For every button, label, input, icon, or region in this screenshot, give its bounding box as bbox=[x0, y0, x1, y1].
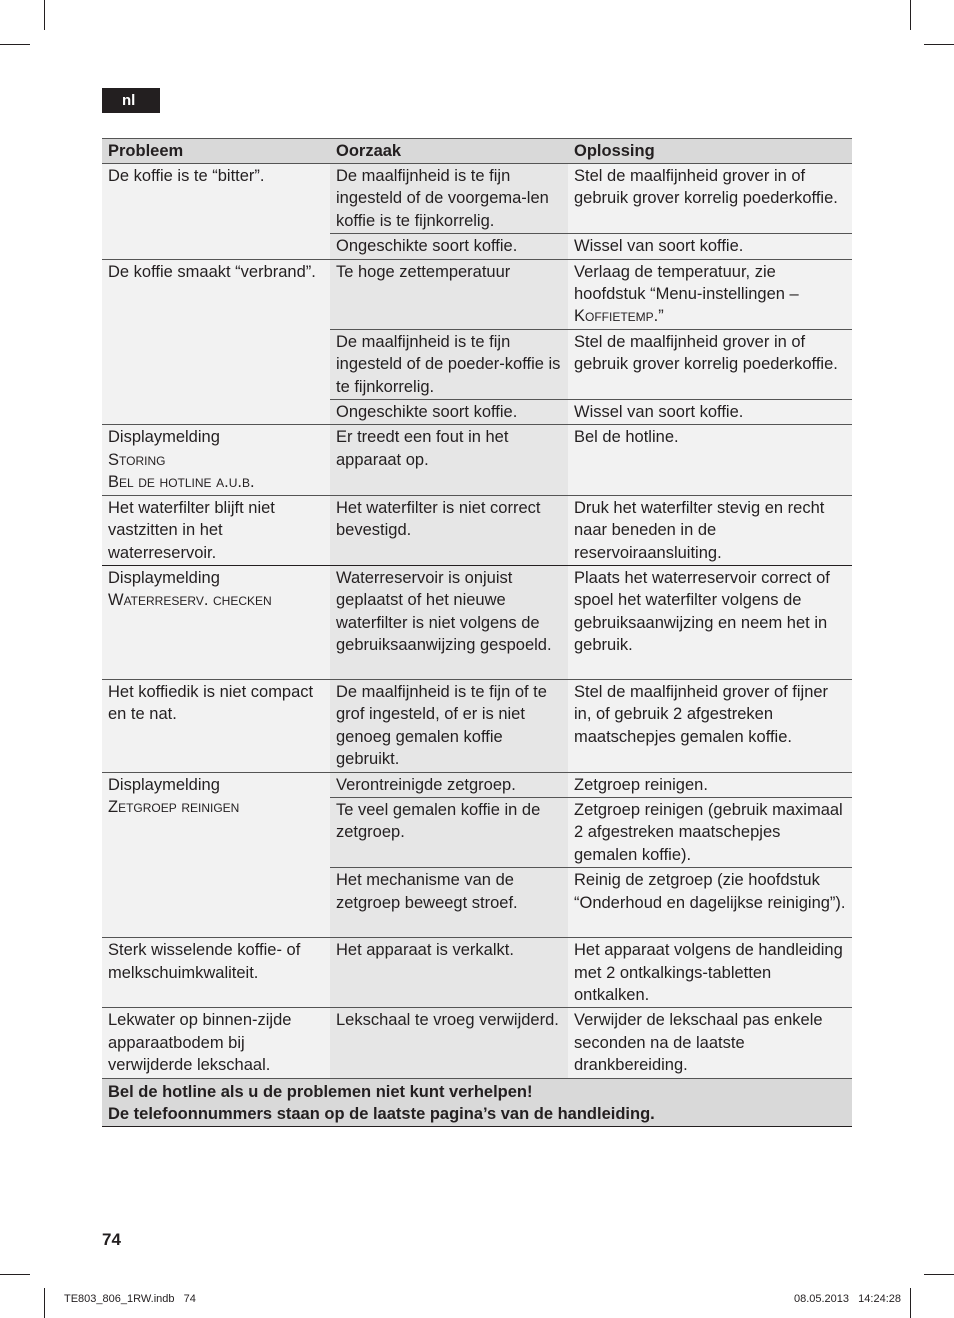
problem-cell bbox=[102, 772, 330, 938]
table-row bbox=[102, 772, 852, 797]
crop-mark bbox=[44, 1288, 45, 1318]
cause-cell: De maalfijnheid is te fijn of te grof ingesteld, of er is niet genoeg gemalen koffie gebruikt. bbox=[330, 679, 568, 772]
cause-cell: Te veel gemalen koffie in de zetgroep. bbox=[330, 797, 568, 867]
crop-mark bbox=[924, 1274, 954, 1275]
solution-cell: Stel de maalfijnheid grover in of gebruik grover korrelig poederkoffie. bbox=[568, 164, 852, 234]
cause-cell: Het waterfilter is niet correct bevestigd. bbox=[330, 495, 568, 565]
table-row bbox=[102, 425, 852, 495]
display-message: Zetgroep reinigen bbox=[108, 797, 240, 816]
display-message: Bel de hotline a.u.b. bbox=[108, 473, 255, 492]
solution-cell: Stel de maalfijnheid grover in of gebruik grover korrelig poederkoffie. bbox=[568, 329, 852, 399]
cause-cell: Waterreservoir is onjuist geplaatst of het nieuwe waterfilter is niet volgens de gebruiksaanwijzing gespoeld. bbox=[330, 565, 568, 679]
print-slug-left: TE803_806_1RW.indb 74 bbox=[64, 1293, 196, 1305]
page-number: 74 bbox=[102, 1230, 121, 1249]
header-oorzaak: Oorzaak bbox=[330, 139, 568, 164]
solution-text: Verlaag de temperatuur, zie hoofdstuk “Menu-instellingen – bbox=[574, 262, 799, 304]
cause-cell: De maalfijnheid is te fijn ingesteld of de voorgema-len koffie is te fijnkorrelig. bbox=[330, 164, 568, 234]
display-message: Waterreserv. checken bbox=[108, 591, 272, 610]
table-row bbox=[102, 164, 852, 234]
solution-cell: Verwijder de lekschaal pas enkele seconden na de laatste drankbereiding. bbox=[568, 1008, 852, 1078]
problem-cell: Het waterfilter blijft niet vastzitten in het waterreservoir. bbox=[102, 495, 330, 565]
hotline-note bbox=[102, 1078, 852, 1127]
cause-cell: Ongeschikte soort koffie. bbox=[330, 400, 568, 425]
cause-cell: Ongeschikte soort koffie. bbox=[330, 234, 568, 259]
header-probleem: Probleem bbox=[102, 139, 330, 164]
menu-reference: Koffietemp bbox=[574, 307, 654, 326]
crop-mark bbox=[924, 44, 954, 45]
header-oplossing: Oplossing bbox=[568, 139, 852, 164]
display-message-label: Displaymelding bbox=[108, 428, 220, 447]
crop-mark bbox=[0, 44, 30, 45]
solution-cell: Het apparaat volgens de handleiding met 2 ontkalkings-tabletten ontkalken. bbox=[568, 938, 852, 1008]
display-message-label: Displaymelding bbox=[108, 568, 220, 587]
problem-cell: Lekwater op binnen-zijde apparaatbodem bij verwijderde lekschaal. bbox=[102, 1008, 330, 1078]
display-message-label: Displaymelding bbox=[108, 775, 220, 794]
solution-text-end: .” bbox=[653, 307, 664, 326]
problem-cell bbox=[102, 565, 330, 679]
solution-cell: Zetgroep reinigen (gebruik maximaal 2 afgestreken maatschepjes gemalen koffie). bbox=[568, 797, 852, 867]
table-row bbox=[102, 565, 852, 679]
language-badge: nl bbox=[102, 88, 160, 113]
cause-cell: Verontreinigde zetgroep. bbox=[330, 772, 568, 797]
cause-cell: Te hoge zettemperatuur bbox=[330, 259, 568, 329]
table-row bbox=[102, 495, 852, 565]
table-row bbox=[102, 679, 852, 772]
solution-cell: Zetgroep reinigen. bbox=[568, 772, 852, 797]
table-row bbox=[102, 938, 852, 1008]
cause-cell: Het apparaat is verkalkt. bbox=[330, 938, 568, 1008]
solution-cell: Druk het waterfilter stevig en recht naar beneden in de reservoiraansluiting. bbox=[568, 495, 852, 565]
problem-cell bbox=[102, 425, 330, 495]
print-slug-right: 08.05.2013 14:24:28 bbox=[793, 1293, 901, 1305]
problem-cell: De koffie smaakt “verbrand”. bbox=[102, 259, 330, 425]
cause-cell: De maalfijnheid is te fijn ingesteld of de poeder-koffie is te fijnkorrelig. bbox=[330, 329, 568, 399]
table-row bbox=[102, 1008, 852, 1078]
cause-cell: Lekschaal te vroeg verwijderd. bbox=[330, 1008, 568, 1078]
hotline-note-line: Bel de hotline als u de problemen niet kunt verhelpen! bbox=[108, 1082, 533, 1101]
cause-cell: Er treedt een fout in het apparaat op. bbox=[330, 425, 568, 495]
table-footer-row bbox=[102, 1078, 852, 1127]
problem-cell: Sterk wisselende koffie- of melkschuimkwaliteit. bbox=[102, 938, 330, 1008]
crop-mark bbox=[910, 0, 911, 30]
crop-mark bbox=[910, 1288, 911, 1318]
solution-cell: Wissel van soort koffie. bbox=[568, 234, 852, 259]
crop-mark bbox=[0, 1274, 30, 1275]
problem-cell: De koffie is te “bitter”. bbox=[102, 164, 330, 260]
solution-cell: Stel de maalfijnheid grover of fijner in, of gebruik 2 afgestreken maatschepjes gemalen koffie. bbox=[568, 679, 852, 772]
solution-cell: Wissel van soort koffie. bbox=[568, 400, 852, 425]
troubleshooting-table bbox=[102, 138, 852, 1127]
cause-cell: Het mechanisme van de zetgroep beweegt stroef. bbox=[330, 868, 568, 938]
display-message: Storing bbox=[108, 450, 166, 469]
table-header-row bbox=[102, 139, 852, 164]
problem-cell: Het koffiedik is niet compact en te nat. bbox=[102, 679, 330, 772]
crop-mark bbox=[44, 0, 45, 30]
hotline-note-line: De telefoonnummers staan op de laatste pagina’s van de handleiding. bbox=[108, 1105, 655, 1123]
solution-cell: Plaats het waterreservoir correct of spoel het waterfilter volgens de gebruiksaanwijzing en neem het in gebruik. bbox=[568, 565, 852, 679]
solution-cell bbox=[568, 259, 852, 329]
solution-cell: Bel de hotline. bbox=[568, 425, 852, 495]
table-row bbox=[102, 259, 852, 329]
solution-cell: Reinig de zetgroep (zie hoofdstuk “Onderhoud en dagelijkse reiniging”). bbox=[568, 868, 852, 938]
